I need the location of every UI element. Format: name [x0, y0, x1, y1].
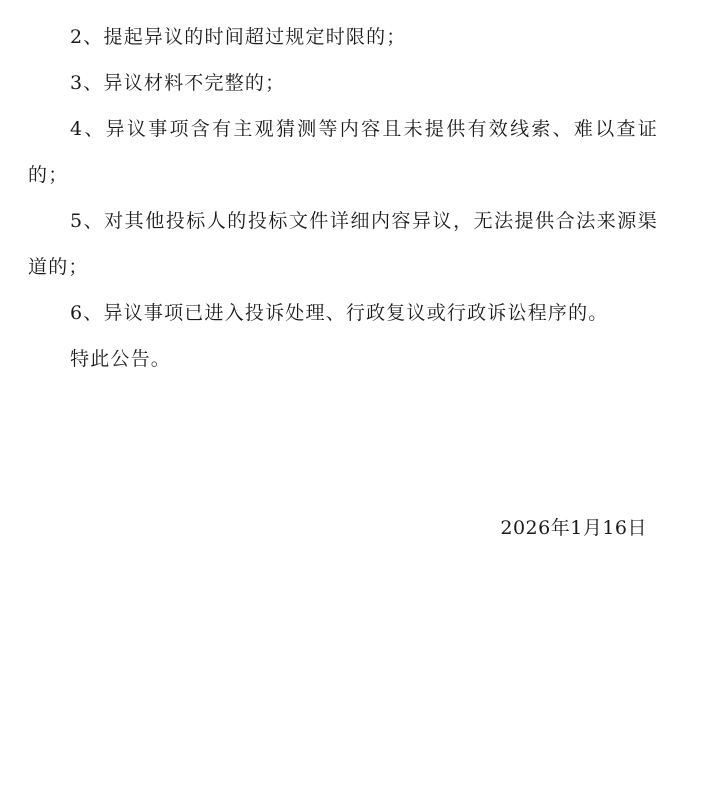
clause-4: 4、异议事项含有主观猜测等内容且未提供有效线索、难以查证的； [28, 118, 658, 186]
closing-statement: 特此公告。 [70, 348, 172, 370]
clause-6: 6、异议事项已进入投诉处理、行政复议或行政诉讼程序的。 [70, 302, 609, 324]
clause-5: 5、对其他投标人的投标文件详细内容异议，无法提供合法来源渠道的； [28, 210, 658, 278]
announcement-date: 2026年1月16日 [500, 517, 647, 539]
document-body [28, 14, 658, 382]
clause-2: 2、提起异议的时间超过规定时限的； [70, 26, 407, 48]
clause-3: 3、异议材料不完整的； [70, 72, 286, 94]
